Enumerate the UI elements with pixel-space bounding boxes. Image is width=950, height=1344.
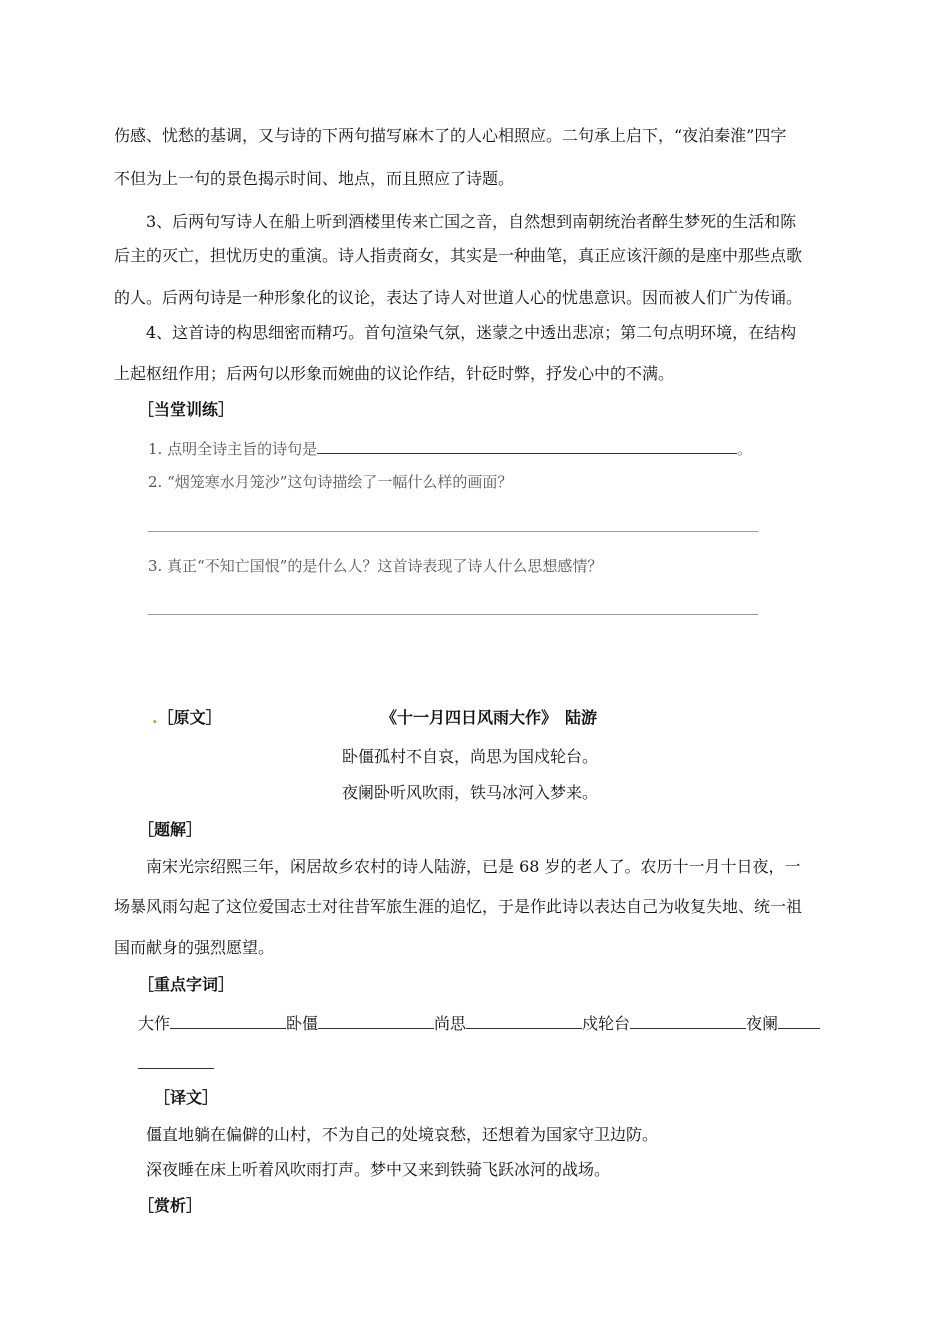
poem-label: [152, 708, 222, 728]
keyword-4: 戍轮台: [582, 1014, 631, 1033]
practice-question-1-text: 1. 点明全诗主旨的诗句是: [148, 440, 318, 458]
poem-line-1: 卧僵孤村不自哀，尚思为国戍轮台。: [342, 747, 599, 766]
analysis-p3-line2: 后主的灭亡，担忧历史的重演。诗人指责商女，其实是一种曲笔，真正应该汗颜的是座中那些点歌: [114, 246, 803, 265]
practice-question-1-end: 。: [737, 440, 753, 458]
analysis-p4-line1: 4、这首诗的构思细密而精巧。首句渲染气氛，迷蒙之中透出悲凉；第二句点明环境，在结构: [146, 323, 797, 342]
analysis-p2-line1: 伤感、忧愁的基调，又与诗的下两句描写麻木了的人心相照应。二句承上启下，“夜泊秦淮”四字: [114, 126, 787, 145]
translation-line-2: 深夜睡在床上听着风吹雨打声。梦中又来到铁骑飞跃冰河的战场。: [146, 1160, 611, 1179]
keyword-5: 夜阑: [746, 1014, 779, 1033]
keyword-1: 大作: [138, 1014, 171, 1033]
analysis-p2-line2: 不但为上一句的景色揭示时间、地点，而且照应了诗题。: [114, 169, 515, 188]
keyword-blank-4[interactable]: [630, 1012, 746, 1029]
keyword-blank-1[interactable]: [170, 1012, 286, 1029]
marker-dot-icon: .: [152, 708, 158, 727]
keyword-3: 尚思: [434, 1014, 467, 1033]
analysis-p3-line1: 3、后两句写诗人在船上听到酒楼里传来亡国之音，自然想到南朝统治者醉生梦死的生活和陈: [146, 212, 797, 231]
translation-line-1: 僵直地躺在偏僻的山村，不为自己的处境哀愁，还想着为国家守卫边防。: [146, 1125, 659, 1144]
poem-title: 《十一月四日风雨大作》 陆游: [381, 708, 598, 727]
practice-question-3: 3. 真正“不知亡国恨”的是什么人？这首诗表现了诗人什么思想感情？: [148, 557, 603, 575]
keyword-2: 卧僵: [286, 1014, 319, 1033]
poem-label-text: ［原文］: [157, 708, 222, 727]
analysis-p4-line2: 上起枢纽作用；后两句以形象而婉曲的议论作结，针砭时弊，抒发心中的不满。: [114, 364, 675, 383]
practice-question-1: [148, 437, 752, 459]
explanation-line-3: 国而献身的强烈愿望。: [114, 938, 275, 957]
keyword-blank-2[interactable]: [318, 1012, 434, 1029]
keyword-blank-5[interactable]: [778, 1012, 820, 1029]
explanation-heading: ［题解］: [138, 820, 203, 839]
analysis-p3-line3: 的人。后两句诗是一种形象化的议论，表达了诗人对世道人心的忧患意识。因而被人们广为传诵。: [114, 288, 803, 307]
answer-line-2[interactable]: [148, 531, 758, 532]
answer-blank-1[interactable]: [317, 437, 737, 454]
keywords-row: [138, 1012, 820, 1034]
practice-question-2: 2. “烟笼寒水月笼沙”这句诗描绘了一幅什么样的画面？: [148, 473, 513, 491]
keyword-blank-5-continued[interactable]: [138, 1068, 214, 1069]
practice-heading: ［当堂训练］: [138, 400, 235, 419]
answer-line-3[interactable]: [148, 614, 758, 615]
explanation-line-1: 南宋光宗绍熙三年，闲居故乡农村的诗人陆游，已是 68 岁的老人了。农历十一月十日夜，一: [146, 857, 801, 876]
keyword-blank-3[interactable]: [466, 1012, 582, 1029]
keywords-heading: ［重点字词］: [138, 975, 235, 994]
appreciation-heading: ［赏析］: [138, 1196, 203, 1215]
poem-line-2: 夜阑卧听风吹雨，铁马冰河入梦来。: [342, 783, 599, 802]
explanation-line-2: 场暴风雨勾起了这位爱国志士对往昔军旅生涯的追忆，于是作此诗以表达自己为收复失地、统一祖: [114, 897, 803, 916]
translation-heading: ［译文］: [154, 1088, 219, 1107]
